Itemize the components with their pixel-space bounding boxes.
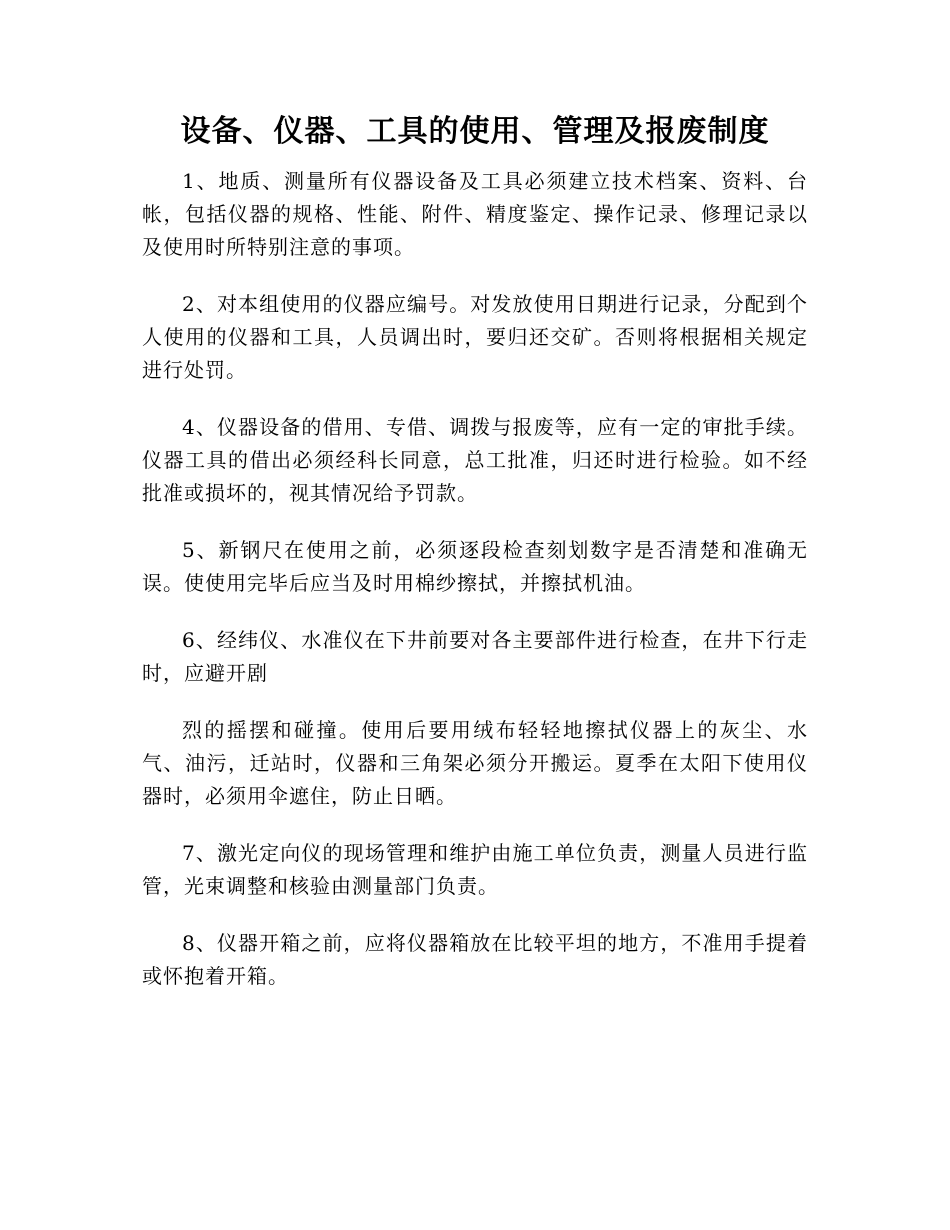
paragraph-1: 1、地质、测量所有仪器设备及工具必须建立技术档案、资料、台帐，包括仪器的规格、性能、附件、精度鉴定、操作记录、修理记录以及使用时所特别注意的事项。 xyxy=(142,169,808,259)
document-title: 设备、仪器、工具的使用、管理及报废制度 xyxy=(180,114,770,149)
paragraph-7: 7、激光定向仪的现场管理和维护由施工单位负责，测量人员进行监管，光束调整和核验由测量部门负责。 xyxy=(142,841,808,898)
paragraph-6: 6、经纬仪、水准仪在下井前要对各主要部件进行检查，在井下行走时，应避开剧 xyxy=(142,628,808,685)
document-body xyxy=(142,112,808,1017)
paragraph-5: 5、新钢尺在使用之前，必须逐段检查刻划数字是否清楚和准确无误。使使用完毕后应当及时用棉纱擦拭，并擦拭机油。 xyxy=(142,538,808,595)
paragraph-2: 2、对本组使用的仪器应编号。对发放使用日期进行记录，分配到个人使用的仪器和工具，人员调出时，要归还交矿。否则将根据相关规定进行处罚。 xyxy=(142,292,808,382)
paragraph-4: 4、仪器设备的借用、专借、调拨与报废等，应有一定的审批手续。仪器工具的借出必须经科长同意，总工批准，归还时进行检验。如不经批准或损坏的，视其情况给予罚款。 xyxy=(142,415,808,505)
paragraph-6-continued: 烈的摇摆和碰撞。使用后要用绒布轻轻地擦拭仪器上的灰尘、水气、油污，迁站时，仪器和三角架必须分开搬运。夏季在太阳下使用仪器时，必须用伞遮住，防止日晒。 xyxy=(142,718,808,808)
paragraph-8: 8、仪器开箱之前，应将仪器箱放在比较平坦的地方，不准用手提着或怀抱着开箱。 xyxy=(142,931,808,988)
